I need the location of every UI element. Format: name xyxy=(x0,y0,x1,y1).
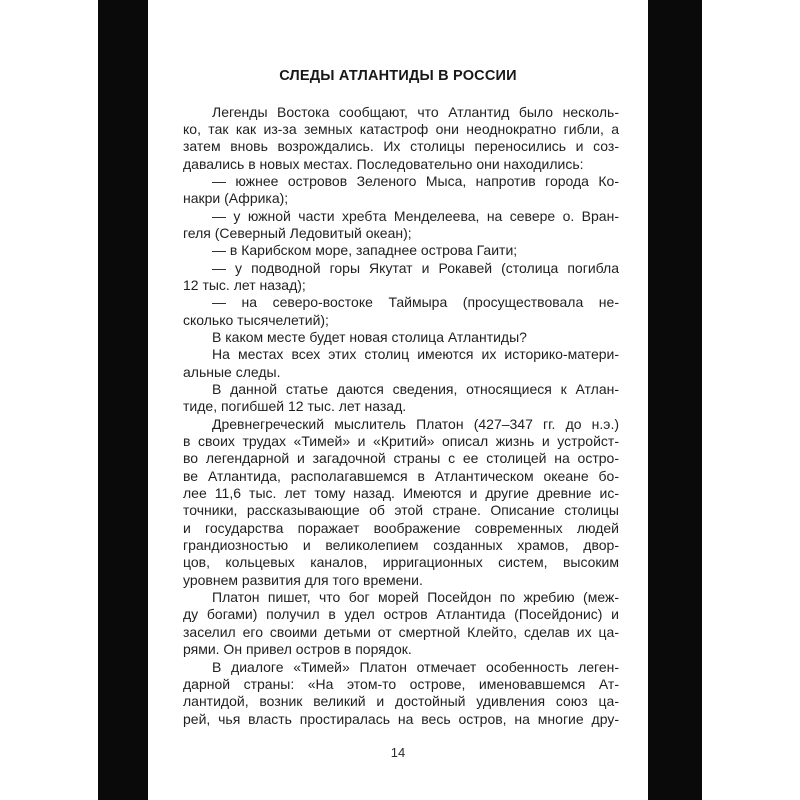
text-line: В данной статье даются сведения, относящиеся к Атлан- xyxy=(212,381,619,397)
text-line: давались в новых местах. Последовательно они находились: xyxy=(183,155,584,172)
list-item xyxy=(183,208,619,243)
paragraph xyxy=(183,346,619,381)
book-page xyxy=(148,0,648,800)
page-number: 14 xyxy=(390,745,406,760)
text-line: сколько тысячелетий); xyxy=(183,311,329,328)
text-line: 12 тыс. лет назад); xyxy=(183,276,306,293)
text-line: заселил его своими детьми от смертной Клейто, сделав их ца- xyxy=(183,623,619,640)
list-item xyxy=(183,242,619,259)
text-line: альные следы. xyxy=(183,363,281,380)
list-item xyxy=(183,260,619,295)
text-line: ве Атлантида, располагавшемся в Атлантическом океане бо- xyxy=(183,467,619,484)
text-line: цов, кольцевых каналов, ирригационных систем, высоким xyxy=(183,554,619,571)
text-line: и государства поражает воображение современных людей xyxy=(183,519,619,536)
text-line: рями. Он привел остров в порядок. xyxy=(183,641,412,658)
text-line: — у подводной горы Якутат и Рокавей (столица погибла xyxy=(212,259,619,276)
text-line: На местах всех этих столиц имеются их историко-матери- xyxy=(212,346,619,363)
list-item xyxy=(183,173,619,208)
text-line: лее 11,6 тыс. лет тому назад. Имеются и другие древние ис- xyxy=(183,485,619,502)
text-line: — в Карибском море, западнее острова Гаити; xyxy=(212,242,518,259)
text-line: уровнем развития для того времени. xyxy=(183,571,423,588)
text-line: — у южной части хребта Менделеева, на севере о. Вран- xyxy=(212,207,619,224)
text-line: ду богами) получил в удел остров Атлантида (Посейдонис) и xyxy=(183,606,619,623)
scan-border-right xyxy=(648,0,702,800)
text-line: в своих трудах «Тимей» и «Критий» описал жизнь и устройст- xyxy=(183,433,619,450)
text-line: — на северо-востоке Таймыра (просуществовала не- xyxy=(212,294,619,311)
text-line: во легендарной и загадочной страны с ее столицей на остро- xyxy=(183,450,619,467)
text-line: Древнегреческий мыслитель Платон (427–347 гг. до н.э.) xyxy=(212,415,619,432)
text-line: грандиозностью и великолепием созданных храмов, двор- xyxy=(183,537,619,554)
paragraph xyxy=(183,589,619,658)
page-title: СЛЕДЫ АТЛАНТИДЫ В РОССИИ xyxy=(279,68,517,84)
text-line: точники, рассказывающие об этой стране. Описание столицы xyxy=(183,502,619,519)
text-line: Платон пишет, что бог морей Посейдон по жребию (меж- xyxy=(212,589,619,606)
text-line: накри (Африка); xyxy=(183,190,289,207)
text-line: — южнее островов Зеленого Мыса, напротив города Ко- xyxy=(212,172,619,189)
text-line: В диалоге «Тимей» Платон отмечает особенность леген- xyxy=(212,658,619,675)
text-line: В каком месте будет новая столица Атлантиды? xyxy=(212,328,527,345)
list-item xyxy=(183,294,619,329)
paragraph xyxy=(183,659,619,728)
text-line: дарной страны: «На этом-то острове, именовавшемся Ат- xyxy=(183,675,619,692)
text-line: тиде, погибшей 12 тыс. лет назад. xyxy=(183,398,407,415)
text-line: рей, чья власть простиралась на весь остров, на многие дру- xyxy=(183,710,619,727)
text-line: геля (Северный Ледовитый океан); xyxy=(183,224,412,241)
text-line: лантидой, возник великий и достойный удивления союз ца- xyxy=(183,693,619,710)
scan-border-left xyxy=(98,0,148,800)
text-line: ко, так как из-за земных катастроф они неоднократно гибли, а xyxy=(183,120,619,137)
text-line: затем вновь возрождались. Их столицы переносились и соз- xyxy=(183,138,619,155)
paragraph xyxy=(183,381,619,416)
paragraph xyxy=(183,416,619,589)
paragraph xyxy=(183,329,619,346)
text-line: Легенды Востока сообщают, что Атлантид было несколь- xyxy=(212,103,619,120)
text-block xyxy=(183,104,619,728)
paragraph xyxy=(183,104,619,173)
